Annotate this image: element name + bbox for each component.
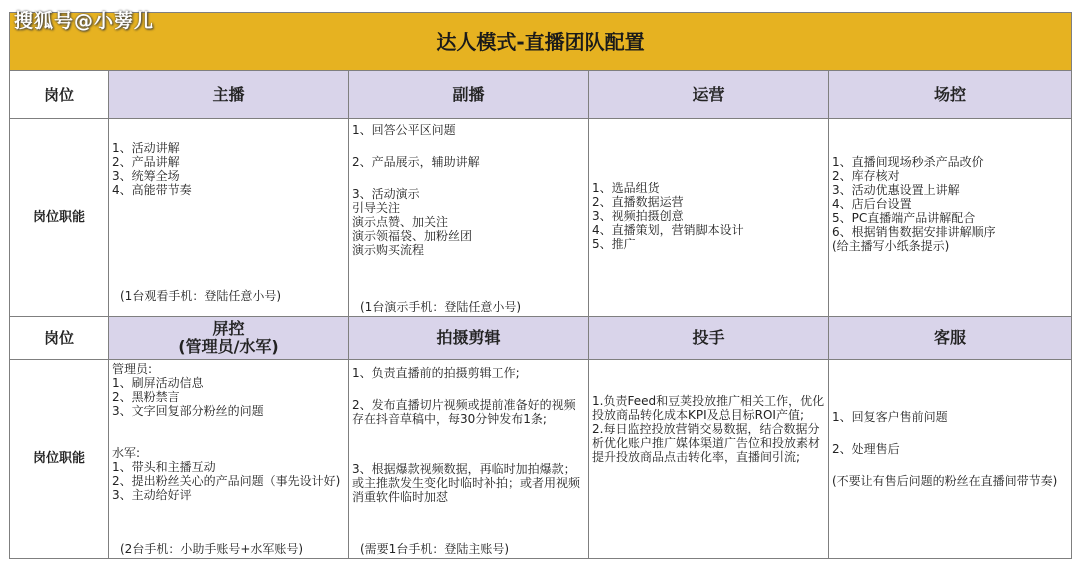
screen-control-admin: 管理员: 1、刷屏活动信息 2、黑粉禁言 3、文字回复部分粉丝的问题 bbox=[112, 362, 264, 418]
head-co-anchor: 副播 bbox=[349, 71, 589, 119]
head-screen-control: 屏控 (管理员/水军) bbox=[109, 317, 349, 360]
function-label-2: 岗位职能 bbox=[10, 360, 109, 559]
head-anchor: 主播 bbox=[109, 71, 349, 119]
co-anchor-duties-1: 1、回答公平区问题 bbox=[352, 123, 456, 137]
co-anchor-note: (1台演示手机：登陆任意小号) bbox=[360, 300, 521, 314]
watermark-text: 搜狐号@小蒡儿 bbox=[14, 10, 155, 32]
shooting-duties-3: 3、根据爆款视频数据，再临时加拍爆款；或主推款发生变化时临时补拍；或者用视频消重软件临时加怼 bbox=[352, 462, 581, 504]
cell-shooting bbox=[349, 360, 589, 559]
anchor-duties: 1、活动讲解 2、产品讲解 3、统筹全场 4、高能带节奏 bbox=[112, 141, 192, 197]
table-title: 达人模式-直播团队配置 bbox=[10, 13, 1072, 71]
service-note: (不要让有售后问题的粉丝在直播间带节奏) bbox=[832, 474, 1058, 488]
shooting-note: (需要1台手机：登陆主账号) bbox=[360, 542, 509, 556]
cell-operations bbox=[589, 119, 829, 317]
co-anchor-duties-3: 3、活动演示 引导关注 演示点赞、加关注 演示领福袋、加粉丝团 演示购买流程 bbox=[352, 187, 473, 257]
field-control-duties: 1、直播间现场秒杀产品改价 2、库存核对 3、活动优惠设置上讲解 4、店后台设置 5、PC直播端产品讲解配合 6、根据销售数据安排讲解顺序 (给主播写小纸条提示) bbox=[832, 155, 996, 253]
head-service: 客服 bbox=[829, 317, 1072, 360]
head-shooting: 拍摄剪辑 bbox=[349, 317, 589, 360]
position-label: 岗位 bbox=[10, 71, 109, 119]
cell-co-anchor bbox=[349, 119, 589, 317]
head-operations: 运营 bbox=[589, 71, 829, 119]
operations-duties: 1、选品组货 2、直播数据运营 3、视频拍摄创意 4、直播策划，营销脚本设计 5、推广 bbox=[592, 181, 744, 251]
cell-service bbox=[829, 360, 1072, 559]
anchor-note: (1台观看手机：登陆任意小号) bbox=[120, 289, 281, 303]
head-ads: 投手 bbox=[589, 317, 829, 360]
cell-field-control bbox=[829, 119, 1072, 317]
cell-ads bbox=[589, 360, 829, 559]
cell-screen-control bbox=[109, 360, 349, 559]
service-duties-1: 1、回复客户售前问题 bbox=[832, 410, 948, 424]
screen-control-troll: 水军: 1、带头和主播互动 2、提出粉丝关心的产品问题（事先设计好) 3、主动给好评 bbox=[112, 446, 341, 502]
shooting-duties-2: 2、发布直播切片视频或提前准备好的视频存在抖音草稿中，每30分钟发布1条; bbox=[352, 398, 576, 426]
function-label: 岗位职能 bbox=[10, 119, 109, 317]
cell-anchor bbox=[109, 119, 349, 317]
head-field-control: 场控 bbox=[829, 71, 1072, 119]
service-duties-2: 2、处理售后 bbox=[832, 442, 900, 456]
shooting-duties-1: 1、负责直播前的拍摄剪辑工作; bbox=[352, 366, 520, 380]
co-anchor-duties-2: 2、产品展示，辅助讲解 bbox=[352, 155, 480, 169]
screen-control-note: (2台手机：小助手账号+水军账号) bbox=[120, 542, 304, 556]
ads-duties: 1.负责Feed和豆荚投放推广相关工作，优化投放商品转化成本KPI及总目标ROI产值; 2.每日监控投放营销交易数据，结合数据分析优化账户推广媒体渠道广告位和投放素材提升投放商品点击转化率，直播间引流; bbox=[592, 394, 825, 464]
team-config-table bbox=[9, 12, 1072, 559]
position-label-2: 岗位 bbox=[10, 317, 109, 360]
